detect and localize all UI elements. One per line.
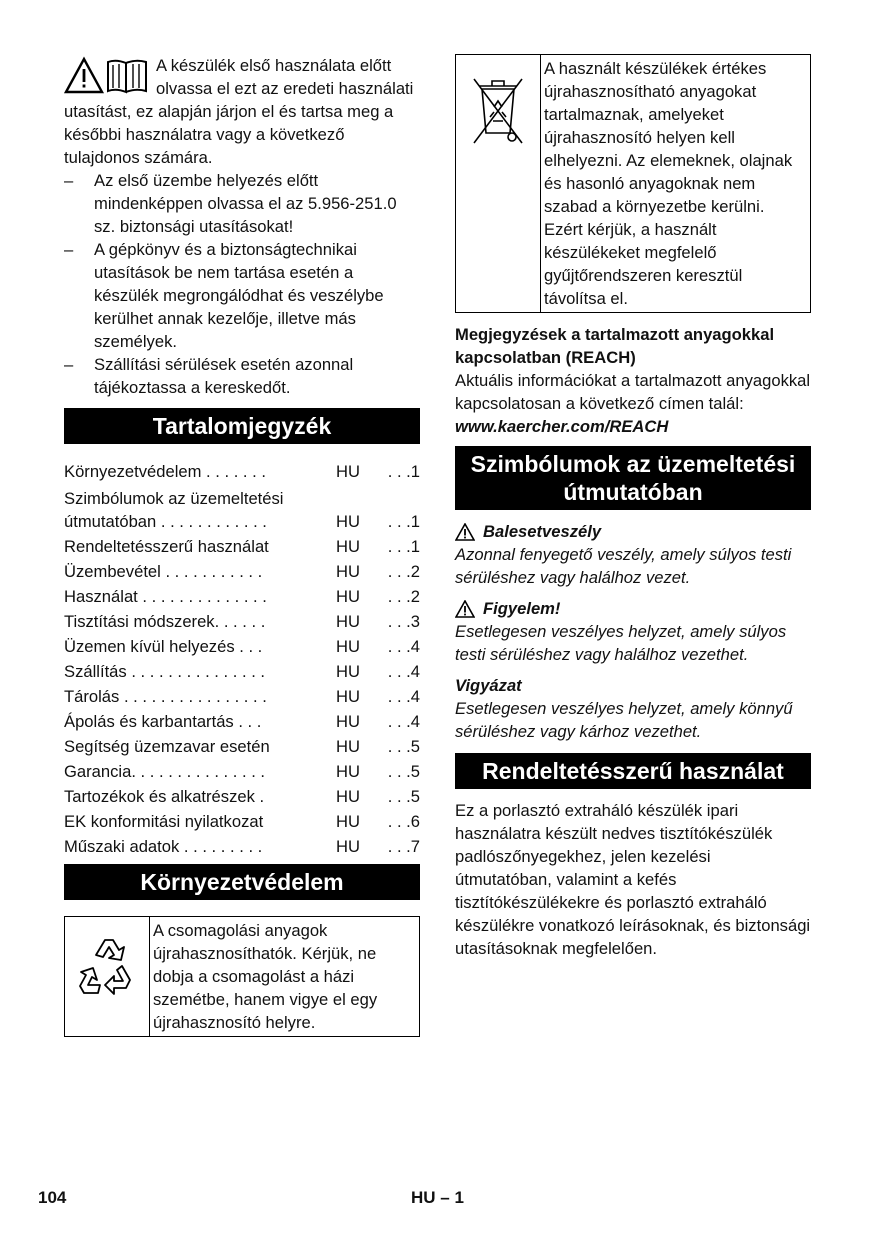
toc-title: Tisztítási módszerek. . . . . . — [64, 612, 266, 631]
toc-row[interactable] — [64, 608, 420, 633]
toc-page: . . .1 — [387, 512, 420, 531]
warning-label-row — [455, 597, 811, 620]
toc-page: . . .3 — [387, 612, 420, 631]
toc-title-line2: útmutatóban . . . . . . . . . . . . — [64, 512, 267, 531]
toc-lang: HU — [336, 737, 360, 756]
toc-title: Rendeltetésszerű használat — [64, 537, 269, 556]
toc-page: . . .7 — [387, 837, 420, 856]
toc-title: Ápolás és karbantartás . . . — [64, 712, 262, 731]
toc-title: Tartozékok és alkatrészek . — [64, 787, 265, 806]
warning-triangle-icon — [455, 600, 475, 618]
toc-title: Üzembevétel . . . . . . . . . . . — [64, 562, 263, 581]
intro — [64, 54, 420, 169]
toc-title: Használat . . . . . . . . . . . . . . — [64, 587, 267, 606]
toc-page: . . .4 — [387, 637, 420, 656]
toc-page: . . .2 — [387, 562, 420, 581]
danger-label: Balesetveszély — [483, 522, 602, 541]
toc-page: . . .5 — [387, 762, 420, 781]
intro-bullet: – Az első üzembe helyezés előtt mindenképpen olvassa el az 5.956-251.0 sz. biztonsági utasításokat! — [64, 169, 420, 238]
toc-title: Üzemen kívül helyezés . . . — [64, 637, 263, 656]
toc-row[interactable] — [64, 808, 420, 833]
toc-lang: HU — [336, 712, 360, 731]
environment-heading: Környezetvédelem — [64, 864, 420, 900]
toc-title: Segítség üzemzavar esetén — [64, 737, 270, 756]
toc-lang: HU — [336, 587, 360, 606]
reach-heading: Megjegyzések a tartalmazott anyagokkal kapcsolatban (REACH) — [455, 325, 775, 367]
toc-page: . . .1 — [387, 462, 420, 481]
toc-title: Tárolás . . . . . . . . . . . . . . . . — [64, 687, 267, 706]
toc-page: . . .6 — [387, 812, 420, 831]
toc-lang: HU — [336, 787, 360, 806]
toc-lang: HU — [336, 537, 360, 556]
crossed-bin-icon — [468, 67, 528, 147]
toc-title: EK konformitási nyilatkozat — [64, 812, 264, 831]
toc-row[interactable] — [64, 683, 420, 708]
toc-lang: HU — [336, 612, 360, 631]
toc-lang: HU — [336, 762, 360, 781]
toc-title — [64, 487, 336, 533]
toc-page: . . .4 — [387, 687, 420, 706]
right-column — [455, 54, 811, 960]
toc-lang: HU — [336, 637, 360, 656]
toc-lang: HU — [336, 462, 360, 481]
toc-row[interactable] — [64, 558, 420, 583]
intro-bullet: – A gépkönyv és a biztonságtechnikai utasítások be nem tartása esetén a készülék megrongálódhat és veszélybe kerülhet annak kezelője, illetve más személyek. — [64, 238, 420, 353]
recycle-icon — [72, 931, 142, 1003]
toc-row[interactable] — [64, 633, 420, 658]
toc-lang: HU — [336, 687, 360, 706]
toc-page: . . .2 — [387, 587, 420, 606]
toc-row[interactable] — [64, 758, 420, 783]
table-of-contents — [64, 458, 420, 858]
toc-row[interactable] — [64, 583, 420, 608]
page-label: HU – 1 — [411, 1188, 464, 1207]
toc-row[interactable] — [64, 533, 420, 558]
toc-title: Szállítás . . . . . . . . . . . . . . . — [64, 662, 266, 681]
toc-title: Műszaki adatok . . . . . . . . . — [64, 837, 263, 856]
toc-page: . . .4 — [387, 712, 420, 731]
toc-row[interactable] — [64, 733, 420, 758]
toc-row[interactable] — [64, 658, 420, 683]
toc-lang: HU — [336, 512, 360, 531]
toc-lang: HU — [336, 562, 360, 581]
packaging-text: A csomagolási anyagok újrahasznosíthatók. Kérjük, ne dobja a csomagolást a házi szemétbe, hanem vigye el egy újrahasznosító helyre. — [153, 921, 378, 1032]
warning-text: Esetlegesen veszélyes helyzet, amely súlyos testi sérüléshez vagy halálhoz vezethet. — [455, 622, 787, 664]
toc-row[interactable] — [64, 783, 420, 808]
toc-lang: HU — [336, 812, 360, 831]
toc-page: . . .5 — [387, 787, 420, 806]
intro-bullet: – Szállítási sérülések esetén azonnal tájékoztassa a kereskedőt. — [64, 353, 420, 399]
toc-row[interactable] — [64, 833, 420, 858]
danger-text: Azonnal fenyegető veszély, amely súlyos testi sérüléshez vagy halálhoz vezet. — [455, 545, 792, 587]
caution-label: Vigyázat — [455, 676, 522, 695]
symbols-heading: Szimbólumok az üzemeltetési útmutatóban — [455, 446, 811, 510]
toc-page: . . .4 — [387, 662, 420, 681]
page-number: 104 — [38, 1188, 67, 1207]
intended-use-text: Ez a porlasztó extraháló készülék ipari használatra készült nedves tisztítókészülék padlószőnyegekhez, jelen kezelési útmutatóban, valamint a kefés tisztítókészülékekre és porlasztó extraháló készülékre vonatkozó leírásoknak, és biztonsági utasításoknak megfelelően. — [455, 801, 811, 958]
warning-triangle-icon — [455, 523, 475, 541]
reach-text: Aktuális információkat a tartalmazott anyagokkal kapcsolatosan a következő címen talál: — [455, 371, 811, 413]
toc-page: . . .5 — [387, 737, 420, 756]
reach-url-link[interactable]: www.kaercher.com/REACH — [455, 417, 669, 436]
warning-manual-icon — [64, 55, 148, 95]
toc-row[interactable] — [64, 483, 420, 533]
danger-label-row — [455, 520, 811, 543]
packaging-box — [64, 916, 420, 1037]
toc-title-line1: Szimbólumok az üzemeltetési — [64, 489, 284, 508]
toc-row[interactable] — [64, 708, 420, 733]
toc-title: Környezetvédelem . . . . . . . — [64, 462, 266, 481]
left-column — [64, 54, 420, 1037]
intended-use-heading: Rendeltetésszerű használat — [455, 753, 811, 789]
toc-heading: Tartalomjegyzék — [64, 408, 420, 444]
intro-text: A készülék első használata előtt olvassa el ezt az eredeti használati utasítást, ez alapján járjon el és tartsa meg a későbbi használatra vagy a következő tulajdonos számára. — [64, 56, 414, 167]
weee-cell — [456, 55, 541, 312]
toc-row[interactable] — [64, 458, 420, 483]
caution-text: Esetlegesen veszélyes helyzet, amely könnyű sérüléshez vagy kárhoz vezethet. — [455, 699, 793, 741]
toc-lang: HU — [336, 837, 360, 856]
old-devices-box — [455, 54, 811, 313]
warning-label: Figyelem! — [483, 599, 561, 618]
old-devices-text: A használt készülékek értékes újrahasznosítható anyagokat tartalmaznak, amelyeket újrahasznosító helyen kell elhelyezni. Az elemeknek, olajnak és hasonló anyagoknak nem szabad a környezetbe kerülni. Ezért kérjük, a használt készülékeket megfelelő gyűjtőrendszeren keresztül távolítsa el. — [544, 59, 793, 308]
recycle-cell — [65, 917, 150, 1036]
toc-lang: HU — [336, 662, 360, 681]
toc-page: . . .1 — [387, 537, 420, 556]
toc-title: Garancia. . . . . . . . . . . . . . . — [64, 762, 266, 781]
